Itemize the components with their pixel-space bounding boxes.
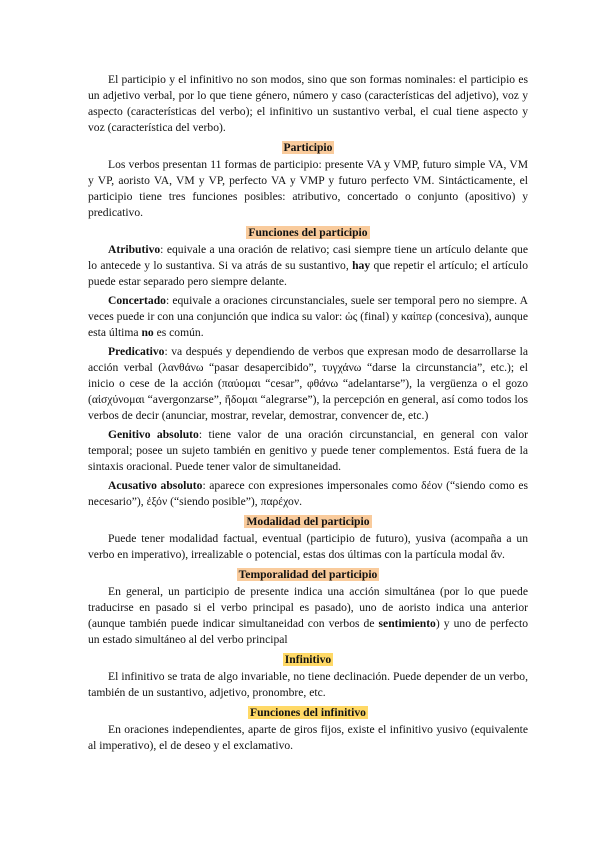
section-heading — [88, 513, 528, 530]
paragraph — [88, 722, 528, 754]
section-heading — [88, 566, 528, 583]
bold-term: Genitivo absoluto — [108, 428, 199, 441]
text-run: ) y uno de perfecto un estado simultáneo al del verbo principal — [88, 617, 528, 646]
bold-term: no — [141, 326, 154, 339]
text-run: : tiene valor de una oración circunstancial, en general con valor temporal; posee un sujeto también en genitivo y puede tener complementos. Está fuera de la sintaxis oracional. Puede tener valor de simultaneidad. — [88, 428, 528, 473]
text-run: : equivale a una oración de relativo; casi siempre tiene un artículo delante que lo antecede y lo sustantiva. Si va atrás de su sustantivo, — [88, 243, 528, 272]
text-run: : va después y dependiendo de verbos que expresan modo de desarrollarse la acción verbal (λανθάνω “pasar desapercibido”, τυγχάνω “darse la circunstancia”, etc.); el inicio o cese de la acción (παύομαι “cesar”, φθάνω “adelantarse”), la vergüenza o el gozo (αἰσχύνομαι “avergonzarse”, ἥδομαι “alegrarse”), la percepción en general, así como todos los verbos de decir (anunciar, mostrar, revelar, demostrar, convencer de, etc.) — [88, 345, 528, 422]
paragraph — [88, 669, 528, 701]
paragraph — [88, 293, 528, 341]
text-run: El infinitivo se trata de algo invariable, no tiene declinación. Puede depender de un verbo, también de un sustantivo, adjetivo, pronombre, etc. — [88, 670, 528, 699]
bold-term: hay — [352, 259, 371, 272]
section-heading-text: Funciones del infinitivo — [250, 706, 366, 719]
section-heading-text: Infinitivo — [284, 653, 332, 666]
text-run: Puede tener modalidad factual, eventual (participio de futuro), yusiva (acompaña a un verbo en imperativo), irrealizable o potencial, estas dos últimas con la partícula modal ἄν. — [88, 532, 528, 561]
text-run: es común. — [153, 326, 204, 339]
paragraph — [88, 427, 528, 475]
text-run: : aparece con expresiones impersonales como δέον (“siendo como es necesario”), ἐξόν (“siendo posible”), παρέχον. — [88, 479, 528, 508]
bold-term: Atributivo — [108, 243, 161, 256]
bold-term: sentimiento — [378, 617, 436, 630]
bold-term: Concertado — [108, 294, 166, 307]
paragraph — [88, 344, 528, 424]
paragraph — [88, 242, 528, 290]
text-run: Los verbos presentan 11 formas de participio: presente VA y VMP, futuro simple VA, VM y VP, aoristo VA, VM y VP, perfecto VA y VMP y futuro perfecto VM. Sintácticamente, el participio tiene tres funciones posibles: atributivo, concertado o conjunto (apositivo) y predicativo. — [88, 158, 528, 219]
paragraph — [88, 531, 528, 563]
paragraph — [88, 157, 528, 221]
paragraph — [88, 584, 528, 648]
text-run: En general, un participio de presente indica una acción simultánea (por lo que puede traducirse en pasado si el verbo principal es pasado), uno de aoristo indica una anterior (aunque también puede indicar simultaneidad con verbos de — [88, 585, 528, 630]
section-heading-text: Modalidad del participio — [246, 515, 370, 528]
paragraph — [88, 478, 528, 510]
bold-term: Predicativo — [108, 345, 165, 358]
text-run: que repetir el artículo; el artículo puede estar separado pero siempre delante. — [88, 259, 528, 288]
section-heading — [88, 139, 528, 156]
text-run: : equivale a oraciones circunstanciales, suele ser temporal pero no siempre. A veces puede ir con una conjunción que indica su valor: ὡς (final) y καίπερ (concesiva), aunque esta última — [88, 294, 528, 339]
section-heading-text: Funciones del participio — [248, 226, 368, 239]
document-page — [88, 72, 528, 754]
text-run: En oraciones independientes, aparte de giros fijos, existe el infinitivo yusivo (equivalente al imperativo), el de deseo y el exclamativo. — [88, 723, 528, 752]
section-heading — [88, 224, 528, 241]
section-heading-text: Participio — [283, 141, 333, 154]
bold-term: Acusativo absoluto — [108, 479, 203, 492]
section-heading — [88, 651, 528, 668]
section-heading — [88, 704, 528, 721]
text-run: El participio y el infinitivo no son modos, sino que son formas nominales: el participio es un adjetivo verbal, por lo que tiene género, número y caso (características del adjetivo), voz y aspecto (características del verbo); el infinitivo un sustantivo verbal, el cual tiene aspecto y voz (característica del verbo). — [88, 73, 528, 134]
paragraph — [88, 72, 528, 136]
section-heading-text: Temporalidad del participio — [238, 568, 378, 581]
